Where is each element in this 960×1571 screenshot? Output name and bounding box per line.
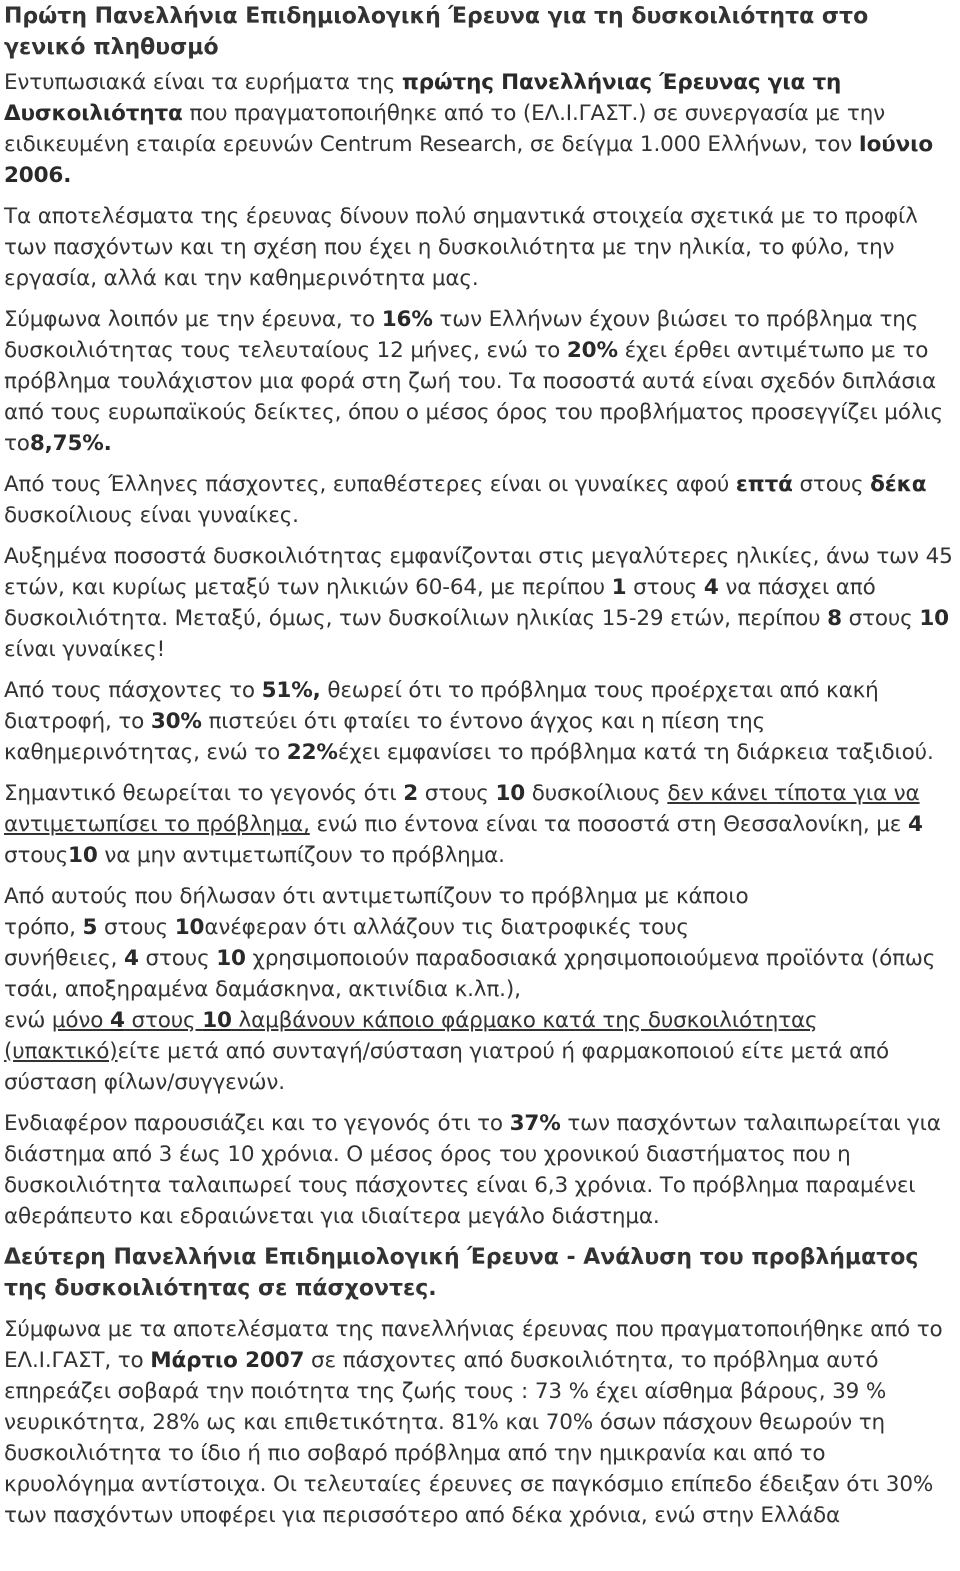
paragraph-second-survey bbox=[4, 1314, 954, 1531]
bold-text: 8 bbox=[827, 606, 842, 631]
text: ανέφεραν ότι αλλάζουν τις διατροφικές τους bbox=[204, 915, 689, 940]
text: να μην αντιμετωπίζουν το πρόβλημα. bbox=[97, 843, 505, 868]
paragraph-duration bbox=[4, 1108, 954, 1232]
text: στους bbox=[138, 946, 217, 971]
text: Σύμφωνα λοιπόν με την έρευνα, το bbox=[4, 307, 382, 332]
text: δυσκοίλιους bbox=[525, 781, 668, 806]
bold-text: 22% bbox=[286, 740, 338, 765]
bold-text: 20% bbox=[566, 338, 618, 363]
paragraph-results: Τα αποτελέσματα της έρευνας δίνουν πολύ σημαντικά στοιχεία σχετικά με το προφίλ των πασχόντων και τη σχέση που έχει η δυσκοιλιότητα με την ηλικία, το φύλο, την εργασία, αλλά και την καθημερινότητα μας. bbox=[4, 204, 918, 291]
text: Από τους πάσχοντες το bbox=[4, 678, 262, 703]
bold-text: 4 bbox=[124, 946, 139, 971]
underlined-text: δεν κάνει τίποτα για να αντιμετωπίσει το πρόβλημα, bbox=[4, 781, 920, 837]
paragraph-age bbox=[4, 541, 954, 665]
bold-text: 16% bbox=[381, 307, 433, 332]
bold-text: 10 bbox=[174, 915, 205, 940]
paragraph-intro bbox=[4, 67, 954, 191]
text: Αυξημένα ποσοστά δυσκοιλιότητας εμφανίζονται στις μεγαλύτερες ηλικίες, άνω των 45 ετών, και κυρίως μεταξύ των ηλικιών 60-64, με περίπου bbox=[4, 544, 953, 600]
line-medication bbox=[4, 1005, 954, 1098]
text: Από τους Έλληνες πάσχοντες, ευπαθέστερες είναι οι γυναίκες αφού bbox=[4, 472, 736, 497]
line-traditional bbox=[4, 943, 954, 1005]
bold-text: 10 bbox=[919, 606, 949, 631]
bold-text: 10 bbox=[216, 946, 246, 971]
bold-text: 2 bbox=[403, 781, 419, 806]
bold-text: 51%, bbox=[261, 678, 321, 703]
text: είτε μετά από συνταγή/σύσταση γιατρού ή φαρμακοποιού είτε μετά από σύσταση φίλων/συγγενών. bbox=[4, 1039, 889, 1095]
bold-text: 10 bbox=[495, 781, 526, 806]
underlined-text: μόνο bbox=[51, 1008, 110, 1033]
bold-text: επτά bbox=[735, 472, 793, 497]
text: χρησιμοποιούν παραδοσιακά χρησιμοποιούμενα προϊόντα (όπως τσάι, αποξηραμένα δαμάσκηνα, ακτινίδια κ.λπ.), bbox=[4, 946, 936, 1002]
bold-text: 4 bbox=[907, 812, 923, 837]
text: Ενδιαφέρον παρουσιάζει και το γεγονός ότι το bbox=[4, 1111, 510, 1136]
text: να πάσχει από δυσκοιλιότητα. Μεταξύ, όμως, των δυσκοίλιων ηλικίας 15-29 ετών, περίπου bbox=[4, 575, 876, 631]
text: είναι γυναίκες! bbox=[4, 637, 166, 662]
underlined-text: λαμβάνουν κάποιο φάρμακο κατά της δυσκοιλιότητας (υπακτικό) bbox=[4, 1008, 818, 1064]
text: Από αυτούς που δήλωσαν ότι αντιμετωπίζουν το πρόβλημα με κάποιο bbox=[4, 884, 749, 909]
bold-text: 10 bbox=[68, 843, 98, 868]
underlined-text: στους bbox=[124, 1008, 203, 1033]
bold-text: 1 bbox=[611, 575, 627, 600]
text: θεωρεί ότι το πρόβλημα τους προέρχεται από κακή διατροφή, το bbox=[4, 678, 879, 734]
text: ενώ bbox=[4, 1008, 52, 1033]
text: συνήθειες, bbox=[4, 946, 125, 971]
text: τρόπο, bbox=[4, 915, 83, 940]
bold-text: 30% bbox=[150, 709, 202, 734]
bold-underlined-text: 10 bbox=[202, 1008, 232, 1033]
line-diet bbox=[4, 912, 954, 943]
text: έχει εμφανίσει το πρόβλημα κατά τη διάρκεια ταξιδιού. bbox=[337, 740, 934, 765]
bold-text: 8,75%. bbox=[29, 431, 112, 456]
bold-underlined-text: 4 bbox=[109, 1008, 125, 1033]
bold-text: πρώτης Πανελλήνιας Έρευνας για τη Δυσκοιλιότητα bbox=[4, 70, 842, 126]
paragraph-prevalence bbox=[4, 304, 954, 459]
paragraph-gender bbox=[4, 469, 954, 531]
text: των Ελλήνων έχουν βιώσει το πρόβλημα της δυσκοιλιότητας τους τελευταίους 12 μήνες, ενώ το bbox=[4, 307, 919, 363]
paragraph-causes bbox=[4, 675, 954, 768]
bold-text: 4 bbox=[703, 575, 719, 600]
text: των πασχόντων ταλαιπωρείται για διάστημα από 3 έως 10 χρόνια. Ο μέσος όρος του χρονικού διαστήματος που η δυσκοιλιότητα ταλαιπωρεί τους πάσχοντες είναι 6,3 χρόνια. Το πρόβλημα παραμένει αθεράπευτο και εδραιώνεται για ιδιαίτερα μεγάλο διάστημα. bbox=[4, 1111, 941, 1229]
text: στους bbox=[841, 606, 920, 631]
text: δυσκοίλιους είναι γυναίκες. bbox=[4, 503, 299, 528]
text: σε πάσχοντες από δυσκοιλιότητα, το πρόβλημα αυτό επηρεάζει σοβαρά την ποιότητα της ζωής τους : 73 % έχει αίσθημα βάρους, 39 % νευρικότητα, 28% ως και επιθετικότητα. 81% και 70% όσων πάσχουν θεωρούν τη δυσκοιλιότητα το ίδιο ή πιο σοβαρό πρόβλημα από την ημικρανία και από το κρυολόγημα αντίστοιχα. Οι τελευταίες έρευνες σε παγκόσμιο επίπεδο έδειξαν ότι 30% των πασχόντων υποφέρει για περισσότερο από δέκα χρόνια, ενώ στην Ελλάδα bbox=[4, 1348, 934, 1528]
heading-second-survey: Δεύτερη Πανελλήνια Επιδημιολογική Έρευνα - Ανάλυση του προβλήματος της δυσκοιλιότητας σε πάσχοντες. bbox=[4, 1245, 919, 1301]
bold-text: Ιούνιο 2006. bbox=[4, 132, 933, 188]
text: έχει έρθει αντιμέτωπο με το πρόβλημα τουλάχιστον μια φορά στη ζωή του. Τα ποσοστά αυτά είναι σχεδόν διπλάσια από τους ευρωπαϊκούς δείκτες, όπου ο μέσος όρος του προβλήματος προσεγγίζει μόλις το bbox=[4, 338, 943, 456]
text: που πραγματοποιήθηκε από το (ΕΛ.Ι.ΓΑΣΤ.) σε συνεργασία με την ειδικευμένη εταιρία ερευνών Centrum Research, σε δείγμα 1.000 Ελλήνων, τον bbox=[4, 101, 886, 157]
text: Σημαντικό θεωρείται το γεγονός ότι bbox=[4, 781, 404, 806]
text: στους bbox=[418, 781, 496, 806]
text: πιστεύει ότι φταίει το έντονο άγχος και η πίεση της καθημερινότητας, ενώ το bbox=[4, 709, 766, 765]
text: στους bbox=[97, 915, 175, 940]
paragraph-treatments bbox=[4, 881, 954, 1098]
text: Σύμφωνα με τα αποτελέσματα της πανελλήνιας έρευνας που πραγματοποιήθηκε από το ΕΛ.Ι.ΓΑΣΤ, το bbox=[4, 1317, 943, 1373]
text: στους bbox=[4, 843, 69, 868]
text: στους bbox=[792, 472, 871, 497]
text: στους bbox=[626, 575, 704, 600]
bold-text: 5 bbox=[82, 915, 98, 940]
paragraph-no-treatment bbox=[4, 778, 954, 871]
bold-text: Μάρτιο 2007 bbox=[150, 1348, 305, 1373]
text: Εντυπωσιακά είναι τα ευρήματα της bbox=[4, 70, 402, 95]
text: ενώ πιο έντονα είναι τα ποσοστά στη Θεσσαλονίκη, με bbox=[309, 812, 908, 837]
bold-text: 37% bbox=[509, 1111, 561, 1136]
heading-first-survey: Πρώτη Πανελλήνια Επιδημιολογική Έρευνα για τη δυσκοιλιότητα στο γενικό πληθυσμό bbox=[4, 4, 869, 60]
bold-text: δέκα bbox=[870, 472, 927, 497]
